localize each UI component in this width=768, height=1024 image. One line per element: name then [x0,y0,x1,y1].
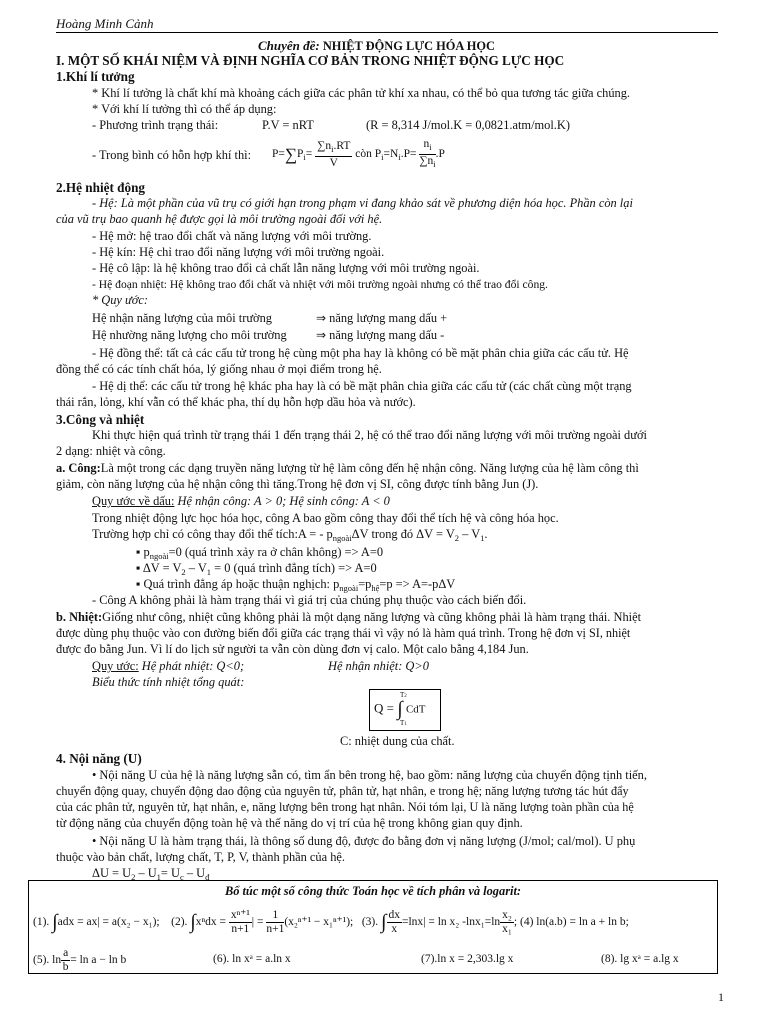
f2-num2: 1 [266,909,284,923]
b3-b: =p [358,577,372,591]
heat-label: b. Nhiệt: [56,610,103,624]
b3-s2: hệ [371,583,380,593]
gas-constant: (R = 8,314 J/mol.K = 0,0821.atm/mol.K) [366,118,570,132]
math-box-title: Bổ túc một số công thức Toán học về tích phân và logarit: [224,884,522,898]
isolated-system: - Hệ cô lập: là hệ không trao đổi cả chất lẫn năng lượng với môi trường ngoài. [92,261,480,275]
mix-frac-den-sub: i [433,159,436,169]
b1-p: p [143,545,150,559]
formula-6: (6). ln xᵃ = a.ln x [213,953,291,965]
lower-limit [400,719,407,727]
mix-fraction-2 [419,138,435,171]
work-not-state: - Công A không phải là hàm trạng thái vì giá trị của chúng phụ thuộc vào cách biến đổi. [92,593,527,607]
f4: (4) ln(a.b) = ln a + ln b; [519,916,629,929]
mix-frac-den: ∑n [419,155,434,167]
mixture-formula [272,138,445,171]
heat-integral-box [369,689,441,731]
f2-den: n+1 [231,923,250,935]
sign-label: Quy ước về dấu: [92,494,175,508]
internal-p1-4: từ động năng của chuyển động toàn hệ và thế năng do vị trí của hệ trong không gian quy định. [56,816,523,830]
work-heat-intro-2: 2 dạng: nhiệt và công. [56,444,166,458]
f2-num: xⁿ⁺¹ [230,909,250,921]
f2-body: xⁿdx = [195,916,226,929]
b2-b: – V [185,561,207,575]
formula-row-2-a [33,947,126,974]
mix-pi2: P [374,148,382,161]
f5-den: b [62,961,69,973]
mix-den: V [329,156,338,169]
q-equals: Q = [374,700,394,716]
f3-end: ; [513,916,518,929]
heat-convention [92,659,244,674]
mix-ni-sub: i [398,152,401,163]
mix-tail: .P [435,148,445,161]
b3-c: =p => A=-pΔV [379,577,456,591]
b3-s1: ngoài [339,583,359,593]
case-sub: ngoài [332,533,352,543]
sum-symbol: ∑ [284,145,298,164]
f3-fraction [387,909,403,936]
arrow-right-icon: ⇒ [316,311,327,325]
work-heat-intro-1: Khi thực hiện quá trình từ trạng thái 1 đến trạng thái 2, hệ có thể trao đổi năng lượng với môi trường ngoài dưới [92,428,647,442]
homogeneous-2: đồng thể có các tính chất hóa, lý giống nhau ở mọi điểm trong hệ. [56,362,382,376]
lower-t: T [400,719,405,727]
heterogeneous-2: thái rắn, lỏng, khí vẫn có thể khác pha, thí dụ hỗn hợp dầu hỏa và nước). [56,395,416,409]
work-label: a. Công: [56,461,101,475]
f3-fden: x₁ [502,923,512,935]
work-def-1 [56,461,639,476]
doc-title [258,38,495,54]
mix-p: P= [272,148,285,161]
internal-energy-heading: 4. Nội năng (U) [56,751,142,766]
ideal-gas-def: * Khí lí tưởng là chất khí mà khoảng cách giữa các phân tử khí xa nhau, có thể bỏ qua tương tác giữa chúng. [92,86,631,100]
work-def-text: Là một trong các dạng truyền năng lượng từ hệ làm công đến hệ nhận công. Năng lượng của hệ làm công thì [100,461,639,475]
topic-text: NHIỆT ĐỘNG LỰC HÓA HỌC [322,39,495,53]
mix-eq: = [305,148,313,161]
case-left: Trường hợp chỉ có công thay đổi thể tích:A = - p [92,527,333,541]
du-a: ΔU = U [92,866,132,880]
du-d: – U [183,866,206,880]
heat-capacity-def: C: nhiệt dung của chất. [340,734,455,748]
f2-label: (2). [171,916,188,929]
f5-label: (5). ln [33,954,62,967]
arrow-right-icon: ⇒ [316,328,327,342]
upper-t-sub: 2 [404,694,407,699]
system-heading: 2.Hệ nhiệt động [56,180,146,195]
integral-symbol: ∫ [397,698,403,720]
case-v2: 2 [454,533,460,543]
mix-num: ∑n [317,139,332,152]
bullet-icon: ▪ [136,577,144,591]
mix-pi-sub: i [303,152,306,163]
f2-fraction-2 [266,909,284,936]
f5-tail: = ln a − ln b [70,954,127,967]
f3-body: =lnx| [402,916,426,929]
f1-label: (1). [33,916,50,929]
ideal-gas-apply: * Với khí lí tưởng thì có thể áp dụng: [92,102,277,116]
mixture-label: - Trong bình có hỗn hợp khí thì: [92,148,252,162]
mix-fraction [315,140,352,170]
mix-pi: P [297,148,304,161]
cdt: CdT [405,703,426,716]
heat-conv-label: Quy ước: [92,659,139,673]
mix-dotp: .P= [400,148,417,161]
b1-text: =0 (quá trình xảy ra ở chân không) => A=0 [168,545,384,559]
heat-general-label: Biểu thức tính nhiệt tổng quát: [92,675,245,689]
upper-limit [400,691,407,699]
case-end: . [484,527,488,541]
case-v1: 1 [480,533,485,543]
internal-p1-3: của các phân tử, nguyên tử, hạt nhân, e, năng lượng bên trong hạt nhân. Nói tóm lại, U là năng lượng toàn phần của hệ [56,800,634,814]
b3-a: Quá trình đẳng áp hoặc thuận nghịch: p [143,577,340,591]
state-eq-label: - Phương trình trạng thái: [92,118,219,132]
mix-ni: =N [383,148,399,161]
mix-num-tail: .RT [333,139,351,152]
math-formulas-box [28,880,718,974]
mix-con: còn [355,148,372,161]
system-def-2: của vũ trụ bao quanh hệ được gọi là môi trường ngoài đối với hệ. [56,212,383,226]
give-energy: Hệ nhường năng lượng cho môi trường [92,328,287,342]
give-sign-text: năng lượng mang dấu - [329,328,445,342]
author-name: Hoàng Minh Cảnh [56,16,154,31]
upper-t: T [400,691,405,699]
f5-num: a [63,947,69,959]
heat-integral [374,698,426,721]
heat-emit: Hệ phát nhiệt: Q<0; [141,659,245,673]
section1-heading: I. MỘT SỐ KHÁI NIỆM VÀ ĐỊNH NGHĨA CƠ BẢN TRONG NHIỆT ĐỘNG LỰC HỌC [56,53,565,68]
state-eq: P.V = nRT [262,118,314,132]
work-heat-heading: 3.Công và nhiệt [56,412,145,427]
du-sd: đ [205,872,210,882]
heat-def-2: được dùng phụ thuộc vào con đường biến đổi giữa các trạng thái vì vậy nó là hàm quá trình. Trong hệ đơn vị SI, nhiệt [56,626,631,640]
du-s2: 2 [131,872,136,882]
closed-system: - Hệ kín: Hệ chỉ trao đổi năng lượng với môi trường ngoài. [92,245,385,259]
open-system: - Hệ mở: hệ trao đổi chất và năng lượng với môi trường. [92,229,372,243]
mix-frac-num: n [423,138,430,150]
b2-s1: 1 [206,567,212,577]
du-s1: 1 [156,872,161,882]
f2-fraction [229,909,255,936]
formula-7: (7).ln x = 2,303.lg x [421,953,514,965]
f3-tail: = ln x₂ -lnx₁=ln [425,916,501,929]
f5-fraction [61,947,70,974]
b1-sub: ngoài [149,551,169,561]
heat-def-3: được đo bằng Jun. Vì lí do lịch sử người ta vẫn còn dùng đơn vị calo. Một calo bằng 4,184 Jun. [56,642,529,656]
internal-p1-2: chuyển động quay, chuyển động dao động của nguyên tử, phân tử, hạt nhân, e trong hệ; năng lượng tương tác hút đẩy [56,784,629,798]
case-mid: – V [459,527,481,541]
f2-tail: (x₂ⁿ⁺¹ − x₁ⁿ⁺¹); [284,916,354,929]
f1-tail: = a(x₂ − x₁); [99,916,160,929]
f3-num: dx [388,909,400,921]
receive-energy: Hệ nhận năng lượng của môi trường [92,311,273,325]
du-b: – U [135,866,157,880]
f1-body: adx = ax| [57,916,100,929]
give-sign [316,328,444,343]
f3-label: (3). [361,916,379,929]
header-rule [56,32,718,33]
formula-row-1: (1). ∫adx = ax| = a(x₂ − x₁); (2). ∫xⁿdx = $\frac{\text{xⁿ⁺¹}}{n+1}$ | = $\frac{1}{n+1}$ (x₂ⁿ⁺¹ − x₁ⁿ⁺¹); (3). ∫ $\frac{dx}{x}$ =lnx| = ln x₂ -lnx₁=ln $\frac{\text{x₂}}{\text{x₁}}$ ; (4) ln(a.b) = ln a + ln b; [33,909,629,935]
f3-fraction-2 [500,909,514,936]
mix-pi2-sub: i [381,152,384,163]
integral-symbol: ∫ [190,911,196,933]
internal-p1-1: • Nội năng U của hệ là năng lượng sẵn có, tìm ẩn bên trong hệ, bao gồm: năng lượng của chuyển động tịnh tiến, [92,768,647,782]
bullet-icon: ▪ [136,545,144,559]
sign-text: Hệ nhận công: A > 0; Hệ sinh công: A < 0 [177,494,390,508]
b2-a: ΔV = V [142,561,182,575]
b2-c: = 0 (quá trình đẳng tích) => A=0 [211,561,377,575]
ideal-gas-heading: 1.Khí lí tưởng [56,69,135,84]
case-right: ΔV trong đó ΔV = V [351,527,455,541]
internal-p2-1: • Nội năng U là hàm trạng thái, là thông số dung độ, được đo bằng đơn vị năng lượng (J/mol; cal/mol). U phụ [92,834,636,848]
receive-sign [316,311,447,326]
work-def-2: giảm, còn năng lượng của hệ nhận công thì tăng.Trong hệ đơn vị SI, công được tính bằng Jun (J). [56,477,539,491]
f3-fnum: x₂ [502,909,512,921]
sign-convention [92,494,390,509]
homogeneous-1: - Hệ đồng thể: tất cả các cấu tử trong hệ cùng một pha hay là không có bề mặt phân chia giữa các cấu tử. Hệ [92,346,629,360]
receive-sign-text: năng lượng mang dấu + [329,311,448,325]
b2-s2: 2 [181,567,186,577]
f2-den2: n+1 [266,923,285,935]
adiabatic-system: - Hệ đoạn nhiệt: Hệ không trao đổi chất và nhiệt với môi trường ngoài nhưng có thể trao đổi công. [92,278,548,291]
mix-frac-num-sub: i [429,142,432,152]
thermo-work: Trong nhiệt động lực học hóa học, công A bao gồm công thay đổi thể tích hệ và công hóa học. [92,511,559,525]
integral-symbol: ∫ [52,911,58,933]
topic-label: Chuyên đề: [258,38,320,53]
convention-label: * Quy ước: [92,293,149,307]
du-c: = U [160,866,180,880]
heat-def-text: Giống như công, nhiệt cũng không phải là một dạng năng lượng và cũng không phải là hàm trạng thái. Nhiệt [102,610,642,624]
heterogeneous-1: - Hệ dị thể: các cấu tử trong hệ khác pha hay là có bề mặt phân chia giữa các cấu tử (các chất cùng một trạng [92,379,632,393]
lower-t-sub: 1 [404,722,407,727]
formula-8: (8). lg xᵃ = a.lg x [601,953,679,965]
volume-work-case [92,527,488,546]
heat-def-1 [56,610,641,625]
du-sc: c [179,872,184,882]
integral-symbol: ∫ [381,911,387,933]
heat-absorb: Hệ nhận nhiệt: Q>0 [328,659,429,673]
f2-mid: | [251,916,255,929]
f3-den: x [391,923,398,935]
bullet-icon: ▪ [136,561,143,575]
page-number: 1 [718,990,724,1004]
system-def-1: - Hệ: Là một phần của vũ trụ có giới hạn trong phạm vi đang khảo sát về phương diện hóa học. Phần còn lại [92,196,633,210]
mix-num-sub: i [331,143,334,154]
internal-p2-2: thuộc vào bản chất, lượng chất, T, P, V, thành phần của hệ. [56,850,346,864]
